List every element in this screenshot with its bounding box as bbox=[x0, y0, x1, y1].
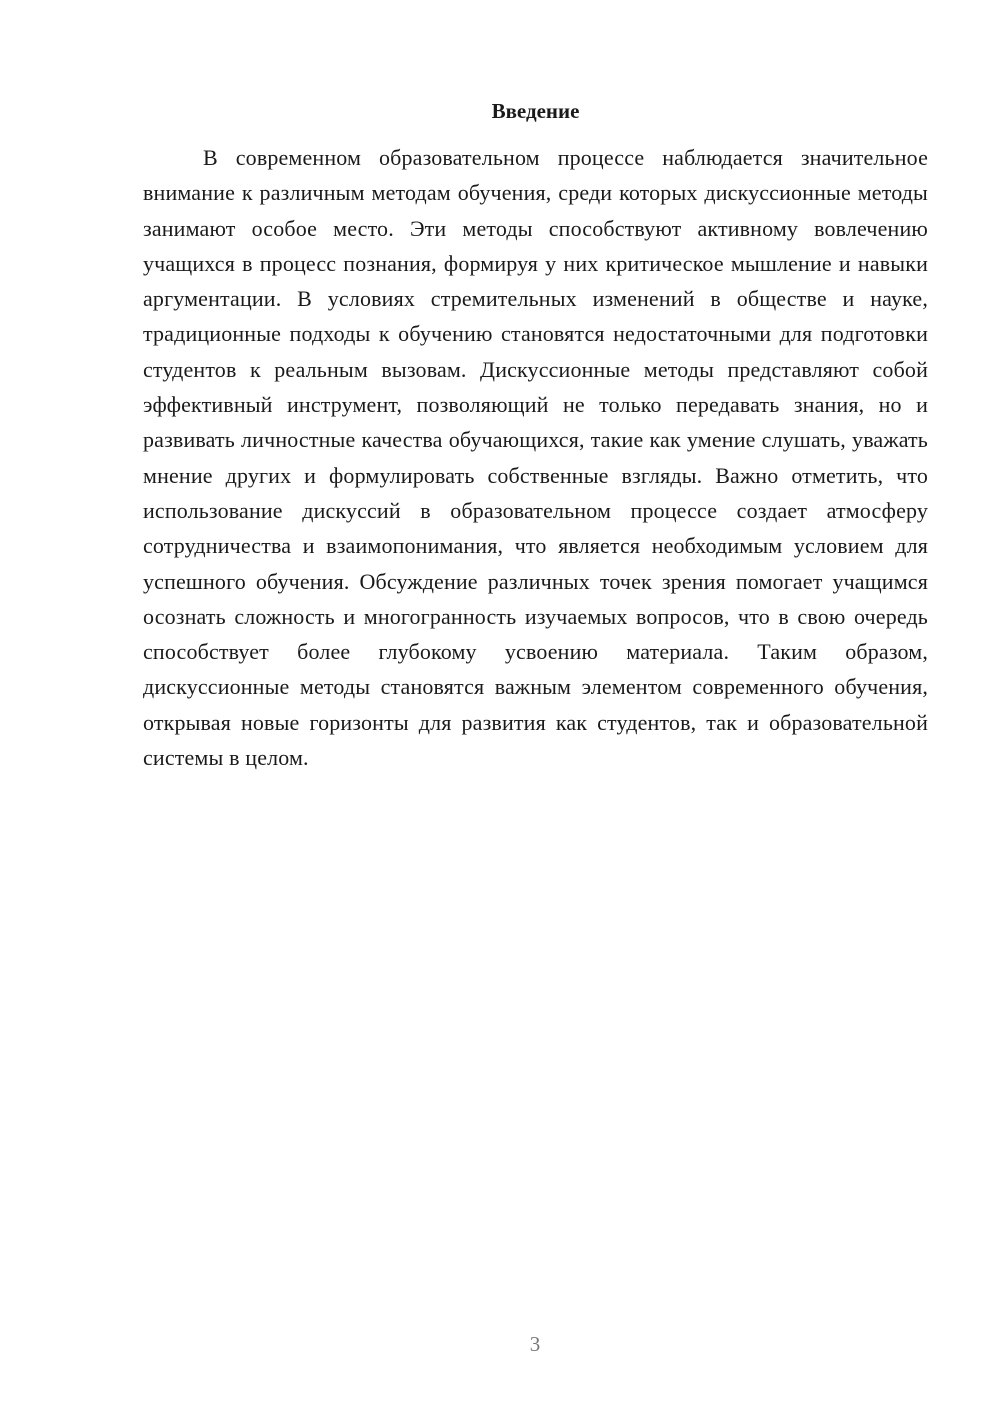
section-title: Введение bbox=[491, 99, 580, 123]
page-number: 3 bbox=[529, 1332, 541, 1356]
body-paragraph: В современном образовательном процессе наблюдается значительное внимание к различным методам обучения, среди которых дискуссионные методы занимают особое место. Эти методы способствуют активному вовлечению учащихся в процесс познания, формируя у них критическое мышление и навыки аргументации. В условиях стремительных изменений в обществе и науке, традиционные подходы к обучению становятся недостаточными для подготовки студентов к реальным вызовам. Дискуссионные методы представляют собой эффективный инструмент, позволяющий не только передавать знания, но и развивать личностные качества обучающихся, такие как умение слушать, уважать мнение других и формулировать собственные взгляды. Важно отметить, что использование дискуссий в образовательном процессе создает атмосферу сотрудничества и взаимопонимания, что является необходимым условием для успешного обучения. Обсуждение различных точек зрения помогает учащимся осознать сложность и многогранность изучаемых вопросов, что в свою очередь способствует более глубокому усвоению материала. Таким образом, дискуссионные методы становятся важным элементом современного обучения, открывая новые горизонты для развития как студентов, так и образовательной системы в целом. bbox=[143, 145, 928, 771]
